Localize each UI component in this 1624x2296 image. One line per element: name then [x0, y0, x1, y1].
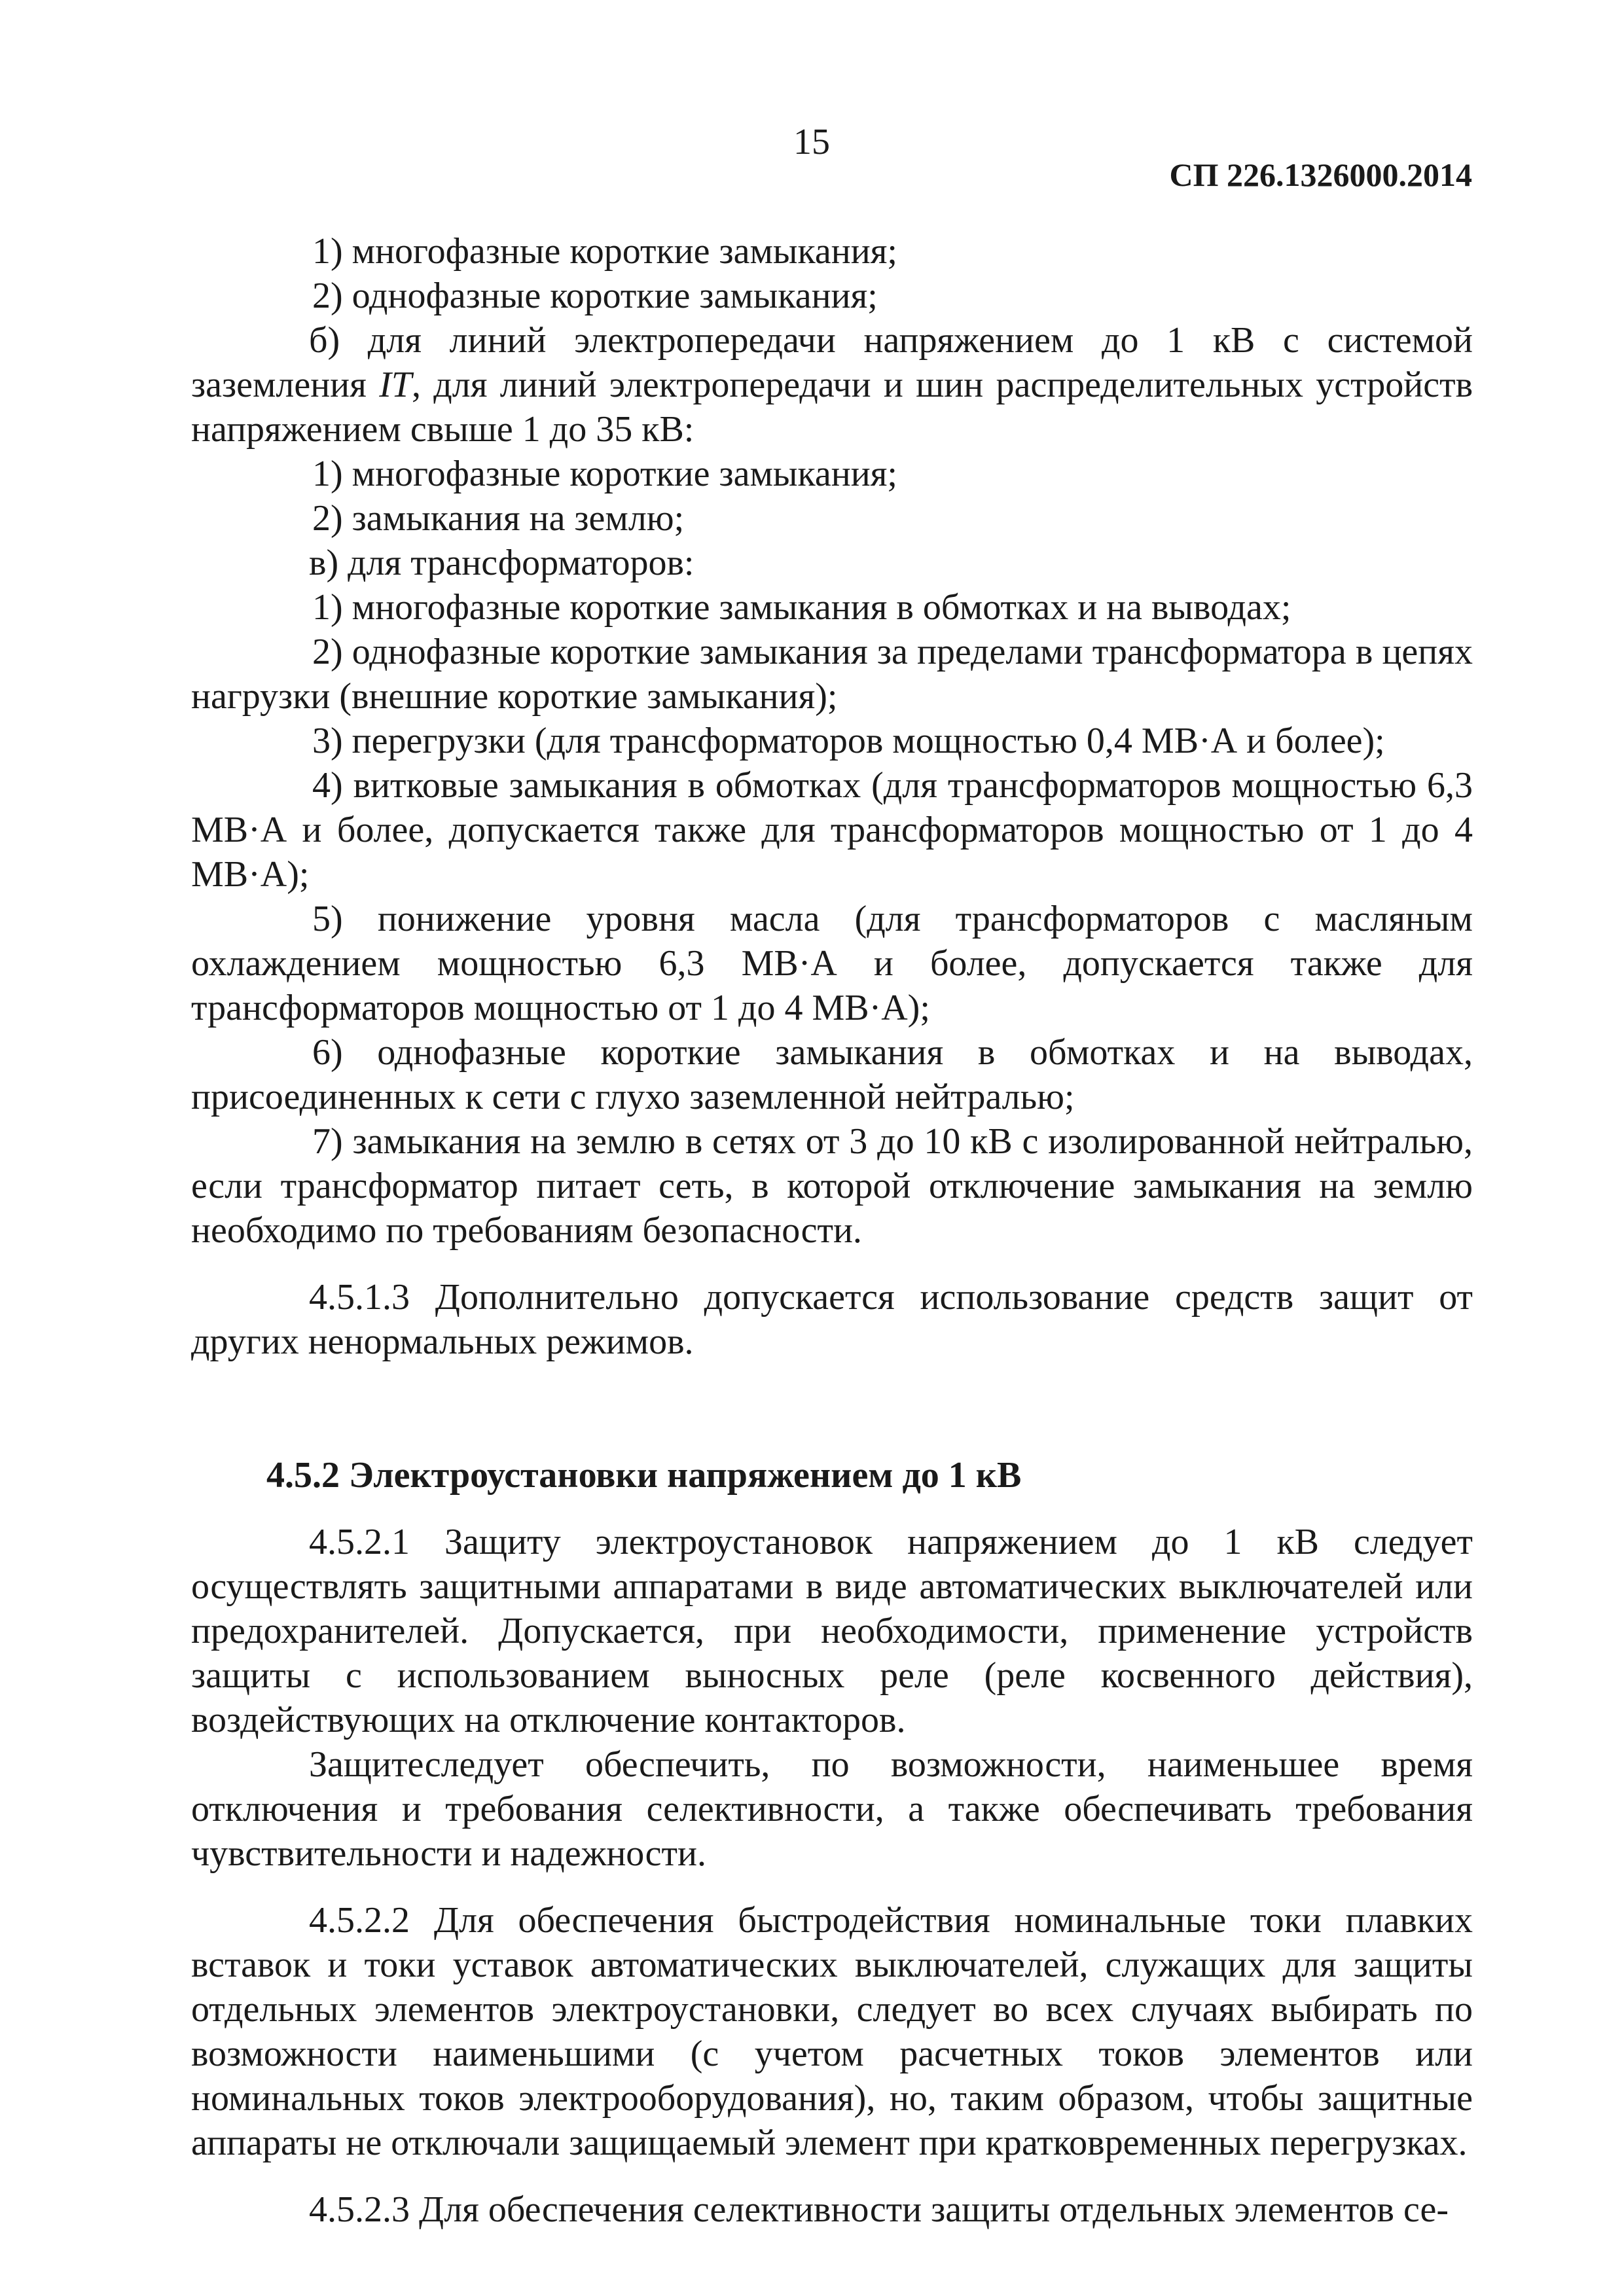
paragraph-4-5-1-3: 4.5.1.3 Дополнительно допускается использование средств защит от других ненормальных режимов.: [191, 1277, 1473, 1362]
list-b-item-2: 2) замыкания на землю;: [312, 498, 685, 539]
list-b-item-1: 1) многофазные короткие замыкания;: [312, 454, 897, 494]
list-a-item-1: 1) многофазные короткие замыкания;: [312, 231, 897, 272]
page-number: 15: [793, 122, 830, 162]
section-heading-4-5-2: 4.5.2 Электроустановки напряжением до 1 кВ: [266, 1455, 1022, 1496]
list-c-item-1: 1) многофазные короткие замыкания в обмотках и на выводах;: [312, 587, 1291, 628]
paragraph-4-5-2-1-continued: Защитеследует обеспечить, по возможности, наименьшее время отключения и требования селективности, а также обеспечивать требования чувствительности и надежности.: [191, 1744, 1473, 1874]
list-c-item-4: 4) витковые замыкания в обмотках (для трансформаторов мощностью 6,3 МВ·А и более, допускается также для трансформаторов мощностью от 1 до 4 МВ·А);: [191, 765, 1473, 895]
document-code: СП 226.1326000.2014: [1169, 156, 1472, 193]
list-c-item-2: 2) однофазные короткие замыкания за пределами трансформатора в цепях нагрузки (внешние короткие замыкания);: [191, 632, 1473, 717]
list-a-item-2: 2) однофазные короткие замыкания;: [312, 276, 878, 316]
list-c-item-7: 7) замыкания на землю в сетях от 3 до 10 кВ с изолированной нейтралью, если трансформатор питает сеть, в которой отключение замыкания на землю необходимо по требованиям безопасности.: [191, 1121, 1473, 1251]
list-c-intro: в) для трансформаторов:: [309, 543, 695, 583]
paragraph-4-5-2-1: 4.5.2.1 Защиту электроустановок напряжением до 1 кВ следует осуществлять защитными аппаратами в виде автоматических выключателей или предохранителей. Допускается, при необходимости, применение устройств защиты с использованием выносных реле (реле косвенного действия), воздействующих на отключение контакторов.: [191, 1522, 1473, 1740]
list-c-item-6: 6) однофазные короткие замыкания в обмотках и на выводах, присоединенных к сети с глухо заземленной нейтралью;: [191, 1032, 1473, 1117]
paragraph-4-5-2-2: 4.5.2.2 Для обеспечения быстродействия номинальные токи плавких вставок и токи уставок автоматических выключателей, служащих для защиты отдельных элементов электроустановки, следует во всех случаях выбирать по возможности наименьшими (с учетом расчетных токов элементов или номинальных токов электрооборудования), но, таким образом, чтобы защитные аппараты не отключали защищаемый элемент при кратковременных перегрузках.: [191, 1900, 1473, 2163]
list-c-item-3: 3) перегрузки (для трансформаторов мощностью 0,4 МВ·А и более);: [312, 721, 1385, 761]
list-c-item-5: 5) понижение уровня масла (для трансформаторов с масляным охлаждением мощностью 6,3 МВ·А и более, допускается также для трансформаторов мощностью от 1 до 4 МВ·А);: [191, 899, 1473, 1028]
paragraph-4-5-2-3: 4.5.2.3 Для обеспечения селективности защиты отдельных элементов се-: [309, 2189, 1449, 2230]
document-body: [191, 229, 1473, 2232]
list-b-intro: б) для линий электропередачи напряжением до 1 кВ с системой заземления IT, для линий электропередачи и шин распределительных устройств напряжением свыше 1 до 35 кВ:: [191, 320, 1473, 450]
